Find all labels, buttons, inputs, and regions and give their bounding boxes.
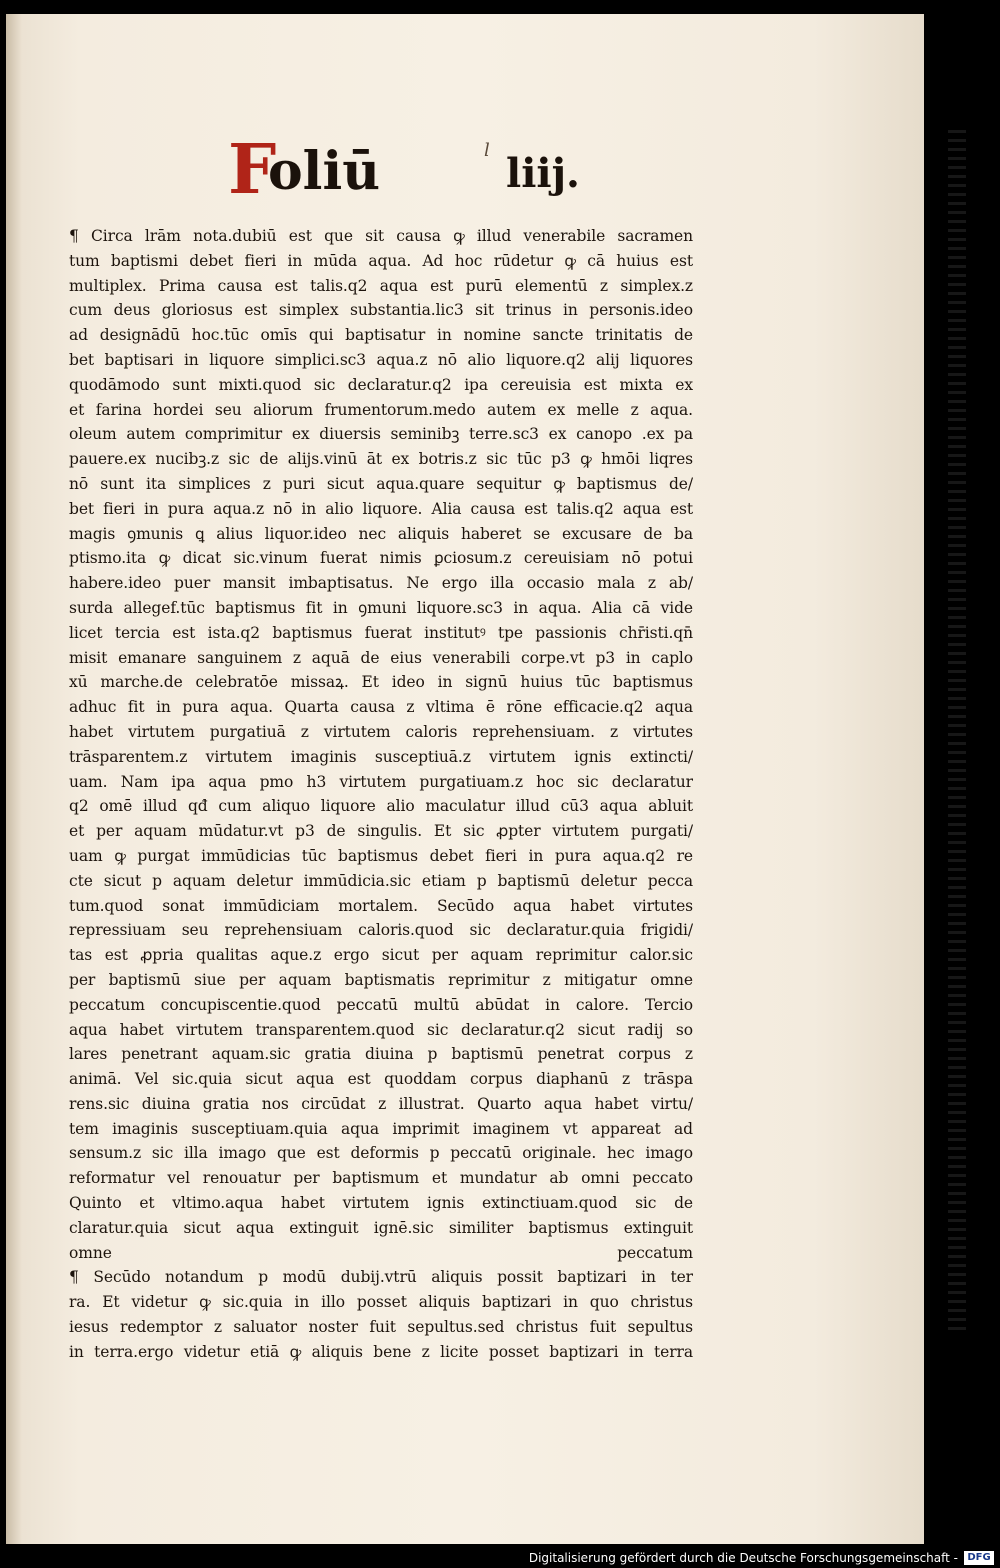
- footer-bar: [0, 1549, 1000, 1568]
- text-line: xū marche.de celebratōe missaꝝ. Et ideo in signū huius tūc baptismus: [69, 673, 693, 692]
- text-line: rens.sic diuina gratia nos circūdat z illustrat. Quarto aqua habet virtu/: [69, 1094, 693, 1113]
- text-line: iesus redemptor z saluator noster fuit sepultus.sed christus fuit sepultus: [69, 1318, 693, 1337]
- text-line: nō sunt ita simplices z puri sicut aqua.quare sequitur ꝙ baptismus de/: [69, 474, 693, 493]
- text-line: omne peccatum: [69, 1243, 693, 1262]
- text-line: uam. Nam ipa aqua pmo h3 virtutem purgatiuam.z hoc sic declaratur: [69, 772, 693, 791]
- folio-initial: F: [228, 130, 277, 210]
- text-line: sensum.z sic illa imago que est deformis p peccatū originale. hec imago: [69, 1144, 693, 1163]
- text-line: bet baptisari in liquore simplici.sc3 aqua.z nō alio liquore.q2 alij liquores: [69, 350, 693, 369]
- text-line: ra. Et videtur ꝙ sic.quia in illo posset aliquis baptizari in quo christus: [69, 1293, 693, 1312]
- text-line: repressiuam seu reprehensiuam caloris.quod sic declaratur.quia frigidi/: [69, 921, 693, 940]
- footer-credit: Digitalisierung gefördert durch die Deutsche Forschungsgemeinschaft -: [528, 1551, 958, 1565]
- text-line: per baptismū siue per aquam baptismatis reprimitur z mitigatur omne: [69, 970, 693, 989]
- text-line: bet fieri in pura aqua.z nō in alio liquore. Alia causa est talis.q2 aqua est: [69, 499, 693, 518]
- text-line: in terra.ergo videtur etiā ꝙ aliquis bene z licite posset baptizari in terra: [69, 1342, 693, 1361]
- text-line: surda allegef.tūc baptismus fit in ꝯmuni liquore.sc3 in aqua. Alia cā vide: [69, 598, 693, 617]
- text-line: tum baptismi debet fieri in mūda aqua. Ad hoc rūdetur ꝙ cā huius est: [69, 251, 693, 270]
- text-line: quodāmodo sunt mixti.quod sic declaratur.q2 ipa cereuisia est mixta ex: [69, 375, 693, 394]
- text-line: oleum autem comprimitur ex diuersis seminibꝫ terre.sc3 ex canopo .ex pa: [69, 425, 693, 444]
- text-line: ¶ Circa lrām nota.dubiū est que sit causa ꝙ illud venerabile sacramen: [69, 227, 693, 245]
- text-line: adhuc fit in pura aqua. Quarta causa z vltima ē rōne efficacie.q2 aqua: [69, 698, 693, 717]
- text-line: licet tercia est ista.q2 baptismus fuerat institutꝰ tpe passionis chr̄isti.qn̄: [69, 623, 693, 642]
- dfg-logo: DFG: [964, 1551, 994, 1565]
- text-line: cte sicut p aquam deletur immūdicia.sic etiam p baptismū deletur pecca: [69, 871, 693, 890]
- folio-header: [6, 130, 924, 226]
- text-line: pauere.ex nucibꝫ.z sic de alijs.vinū āt ex botris.z sic tūc p3 ꝙ hmōi liqres: [69, 450, 693, 469]
- text-line: q2 omē illud qđ cum aliquo liquore alio maculatur illud cū3 aqua abluit: [69, 797, 693, 816]
- text-line: ptismo.ita ꝙ dicat sic.vinum fuerat nimis ꝑciosum.z cereuisiam nō potui: [69, 549, 693, 568]
- text-line: peccatum concupiscentie.quod peccatū multū abūdat in calore. Tercio: [69, 995, 693, 1014]
- manuscript-page: [6, 14, 924, 1544]
- text-line: tem imaginis susceptiuam.quia aqua imprimit imaginem vt appareat ad: [69, 1119, 693, 1138]
- text-line: claratur.quia sicut aqua extinguit ignē.sic similiter baptismus extinguit: [69, 1218, 693, 1237]
- text-line: lares penetrant aquam.sic gratia diuina p baptismū penetrat corpus z: [69, 1045, 693, 1064]
- folio-number: liij.: [506, 150, 580, 197]
- body-text: [69, 224, 693, 1365]
- text-line: tas est ꝓpria qualitas aque.z ergo sicut per aquam reprimitur calor.sic: [69, 946, 693, 965]
- folio-mark: l: [484, 140, 490, 161]
- text-line: ad designādū hoc.tūc omīs qui baptisatur in nomine sancte trinitatis de: [69, 326, 693, 345]
- text-line: ¶ Secūdo notandum p modū dubij.vtrū aliquis possit baptizari in ter: [69, 1268, 693, 1287]
- text-line: habere.ideo puer mansit imbaptisatus. Ne ergo illa occasio mala z ab/: [69, 574, 693, 593]
- text-line: et per aquam mūdatur.vt p3 de singulis. Et sic ꝓpter virtutem purgati/: [69, 822, 693, 841]
- text-line: magis ꝯmunis ꝗ alius liquor.ideo nec aliquis haberet se excusare de ba: [69, 524, 693, 543]
- text-line: aqua habet virtutem transparentem.quod sic declaratur.q2 sicut radij so: [69, 1020, 693, 1039]
- text-line: misit emanare sanguinem z aquā de eius venerabili corpe.vt p3 in caplo: [69, 648, 693, 667]
- film-edge-marks: [948, 130, 966, 1330]
- text-line: habet virtutem purgatiuā z virtutem caloris reprehensiuam. z virtutes: [69, 722, 693, 741]
- text-line: animā. Vel sic.quia sicut aqua est quoddam corpus diaphanū z trāspa: [69, 1070, 693, 1089]
- text-line: cum deus gloriosus est simplex substantia.lic3 sit trinus in personis.ideo: [69, 301, 693, 320]
- text-line: Quinto et vltimo.aqua habet virtutem ignis extinctiuam.quod sic de: [69, 1194, 693, 1213]
- text-line: uam ꝙ purgat immūdicias tūc baptismus debet fieri in pura aqua.q2 re: [69, 846, 693, 865]
- text-line: et farina hordei seu aliorum frumentorum.medo autem ex melle z aqua.: [69, 400, 693, 419]
- text-line: tum.quod sonat immūdiciam mortalem. Secūdo aqua habet virtutes: [69, 896, 693, 915]
- folio-word: oliū: [268, 141, 380, 202]
- text-line: multiplex. Prima causa est talis.q2 aqua est purū elementū z simplex.z: [69, 276, 693, 295]
- text-line: reformatur vel renouatur per baptismum et mundatur ab omni peccato: [69, 1169, 693, 1188]
- text-line: trāsparentem.z virtutem imaginis susceptiuā.z virtutem ignis extincti/: [69, 747, 693, 766]
